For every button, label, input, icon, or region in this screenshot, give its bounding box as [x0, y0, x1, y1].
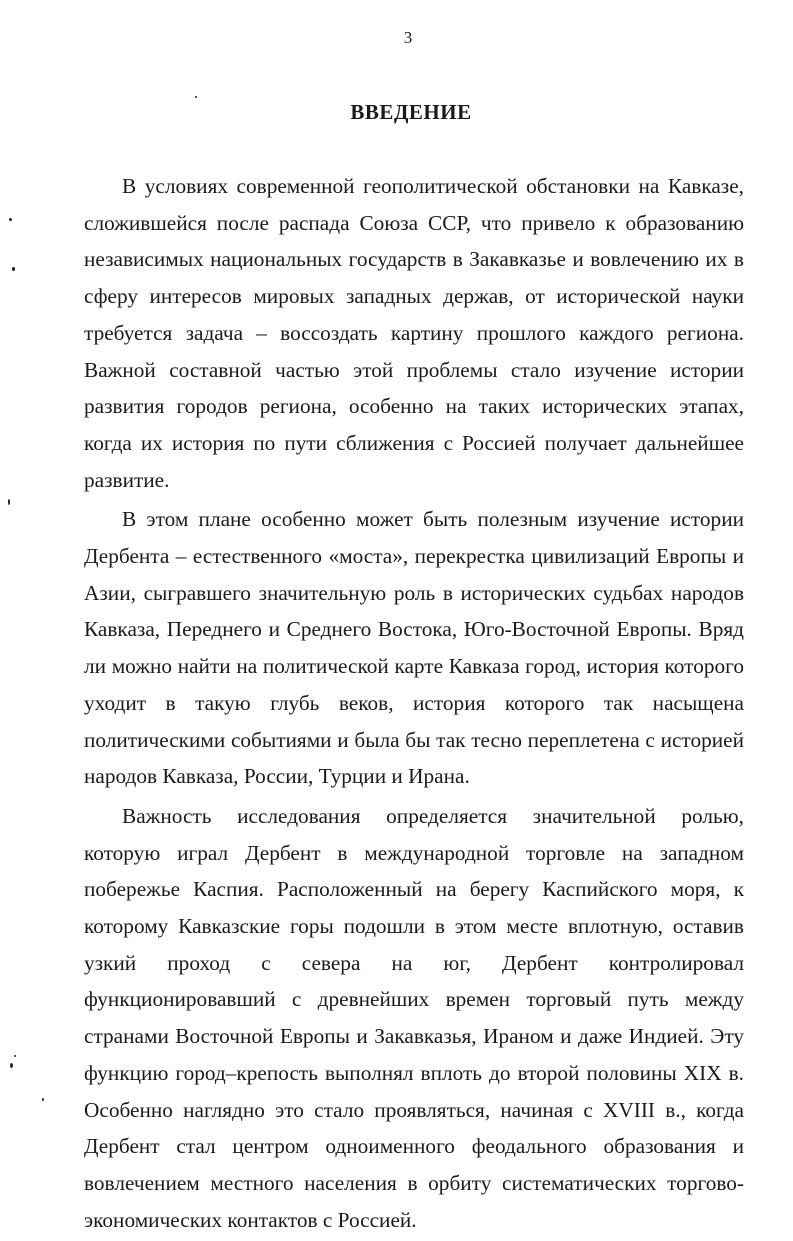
page-number: 3	[403, 28, 413, 47]
scan-speck	[195, 96, 197, 98]
scan-speck	[8, 499, 10, 505]
scan-speck	[42, 1098, 44, 1101]
scan-speck	[10, 1063, 13, 1068]
scan-speck	[14, 1055, 16, 1057]
scan-speck	[12, 267, 15, 271]
paragraph-2: В этом плане особенно может быть полезным изучение истории Дербента – естественного «моста», перекрестка цивилизаций Европы и Азии, сыгравшего значительную роль в исторических судьбах народов Кавказа, Переднего и Среднего Востока, Юго-Восточной Европы. Вряд ли можно найти на политической карте Кавказа город, история которого уходит в такую глубь веков, история которого так насыщена политическими событиями и была бы так тесно переплетена с историей народов Кавказа, России, Турции и Ирана.	[84, 507, 744, 789]
scan-speck	[9, 218, 12, 221]
paragraph-1: В условиях современной геополитической обстановки на Кавказе, сложившейся после распада Союза ССР, что привело к образованию независимых национальных государств в Закавказье и вовлечению их в сферу интересов мировых западных держав, от исторической науки требуется задача – воссоздать картину прошлого каждого региона. Важной составной частью этой проблемы стало изучение истории развития городов региона, особенно на таких исторических этапах, когда их история по пути сближения с Россией получает дальнейшее развитие.	[84, 174, 744, 492]
paragraph-3: Важность исследования определяется значительной ролью, которую играл Дербент в международной торговле на западном побережье Каспия. Расположенный на берегу Каспийского моря, к которому Кавказские горы подошли в этом месте вплотную, оставив узкий проход с севера на юг, Дербент контролировал функционировавший с древнейших времен торговый путь между странами Восточной Европы и Закавказья, Ираном и даже Индией. Эту функцию город–крепость выполнял вплоть до второй половины XIX в. Особенно наглядно это стало проявляться, начиная с XVIII в., когда Дербент стал центром одноименного феодального образования и вовлечением местного населения в орбиту систематических торгово-экономических контактов с Россией.	[84, 803, 744, 1232]
page-title: ВВЕДЕНИЕ	[350, 100, 472, 124]
body-text	[84, 168, 744, 1241]
